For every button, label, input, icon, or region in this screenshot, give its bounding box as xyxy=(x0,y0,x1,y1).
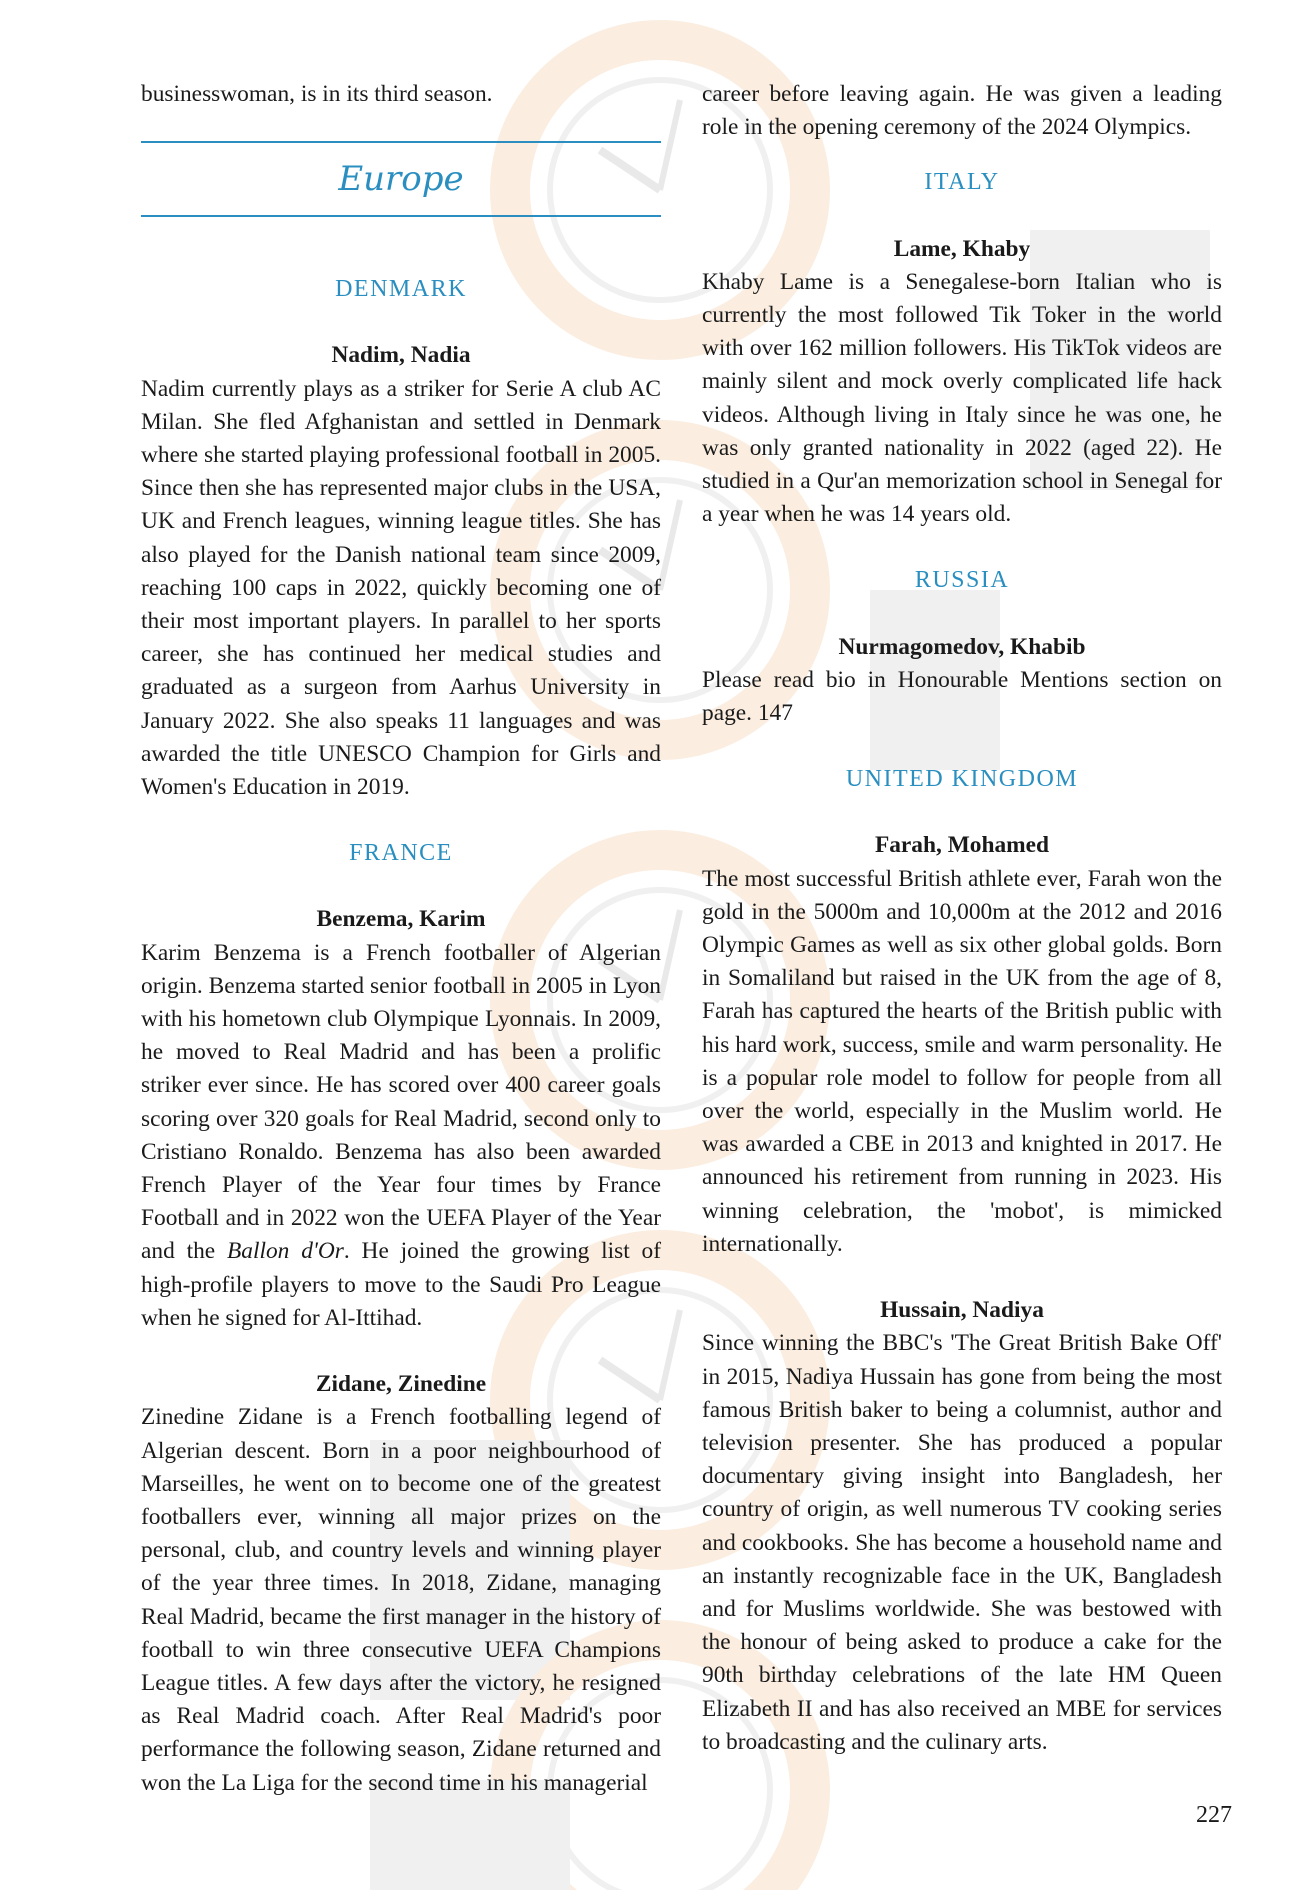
entry-name: Benzema, Karim xyxy=(316,906,486,933)
country-heading: UNITED KINGDOM xyxy=(845,766,1079,793)
country-heading: DENMARK xyxy=(335,276,467,303)
entry-bio xyxy=(141,937,661,1335)
entry-name: Nadim, Nadia xyxy=(331,342,471,369)
country-heading: ITALY xyxy=(924,169,1000,196)
carryover-text: career before leaving again. He was given a leading role in the opening ceremony of the 2024 Olympics. xyxy=(702,81,1222,141)
entry-bio: Nadim currently plays as a striker for Serie A club AC Milan. She fled Afghanistan and settled in Denmark where she started playing professional football in 2005. Since then she has represented major clubs in the USA, UK and French leagues, winning league titles. She has also played for the Danish national team since 2009, reaching 100 caps in 2022, quickly becoming one of their most important players. In parallel to her sports career, she has continued her medical studies and graduated as a surgeon from Aarhus University in January 2022. She also speaks 11 languages and was awarded the title UNESCO Champion for Girls and Women's Education in 2019. xyxy=(141,375,661,801)
bio-text: Karim Benzema is a French footballer of Algerian origin. Benzema started senior football in 2005 in Lyon with his hometown club Olympique Lyonnais. In 2009, he moved to Real Madrid and has been a prolific striker ever since. He has scored over 400 career goals scoring over 320 goals for Real Madrid, second only to Cristiano Ronaldo. Benzema has also been awarded French Player of the Year four times by France Football and in 2022 won the UEFA Player of the Year and the xyxy=(141,939,661,1265)
left-column xyxy=(141,78,661,1800)
entry-name: Farah, Mohamed xyxy=(874,832,1050,859)
entry-name: Lame, Khaby xyxy=(893,235,1031,262)
bio-italic-title: Ballon d'Or xyxy=(227,1238,344,1265)
entry-bio: Since winning the BBC's 'The Great British Bake Off' in 2015, Nadiya Hussain has gone from being the most famous British baker to being a columnist, author and television presenter. She has produced a popular documentary giving insight into Bangladesh, her country of origin, as well numerous TV cooking series and cookbooks. She has become a household name and an instantly recognizable face in the UK, Bangladesh and for Muslims worldwide. She was bestowed with the honour of being asked to produce a cake for the 90th birthday celebrations of the late HM Queen Elizabeth II and has also received an MBE for services to broadcasting and the culinary arts. xyxy=(702,1330,1222,1755)
page-number: 227 xyxy=(1196,1802,1232,1828)
entry-name: Hussain, Nadiya xyxy=(880,1297,1044,1324)
entry-bio: The most successful British athlete ever, Farah won the gold in the 5000m and 10,000m at the 2012 and 2016 Olympic Games as well as six other global golds. Born in Somaliland but raised in the UK from the age of 8, Farah has captured the hearts of the British public with his hard work, success, smile and warm personality. He is a popular role model to follow for people from all over the world, especially in the Muslim world. He was awarded a CBE in 2013 and knighted in 2017. He announced his retirement from running in 2023. His winning celebration, the 'mobot', is mimicked internationally. xyxy=(702,865,1222,1257)
entry-bio: Khaby Lame is a Senegalese-born Italian who is currently the most followed Tik Toker in the world with over 162 million followers. His TikTok videos are mainly silent and mock overly complicated life hack videos. Although living in Italy since he was one, he was only granted nationality in 2022 (aged 22). He studied in a Qur'an memorization school in Senegal for a year when he was 14 years old. xyxy=(702,268,1222,528)
entry-bio: Zinedine Zidane is a French footballing legend of Algerian descent. Born in a poor neighbourhood of Marseilles, he went on to become one of the greatest footballers ever, winning all major prizes on the personal, club, and country levels and winning player of the year three times. In 2018, Zidane, managing Real Madrid, became the first manager in the history of football to win three consecutive UEFA Champions League titles. A few days after the victory, he resigned as Real Madrid coach. After Real Madrid's poor performance the following season, Zidane returned and won the La Liga for the second time in his managerial xyxy=(141,1404,661,1796)
right-column xyxy=(702,78,1222,1759)
entry-name: Nurmagomedov, Khabib xyxy=(838,633,1086,660)
country-heading: RUSSIA xyxy=(914,567,1010,594)
region-title: Europe xyxy=(338,159,464,200)
entry-bio: Please read bio in Honourable Mentions section on page. 147 xyxy=(702,666,1222,727)
country-heading: FRANCE xyxy=(349,840,453,867)
carryover-text: businesswoman, is in its third season. xyxy=(141,81,493,107)
bio-text: . He joined the growing list of high-profile players to move to the Saudi Pro League when he signed for Al-Ittihad. xyxy=(141,1238,662,1331)
entry-name: Zidane, Zinedine xyxy=(315,1371,487,1398)
